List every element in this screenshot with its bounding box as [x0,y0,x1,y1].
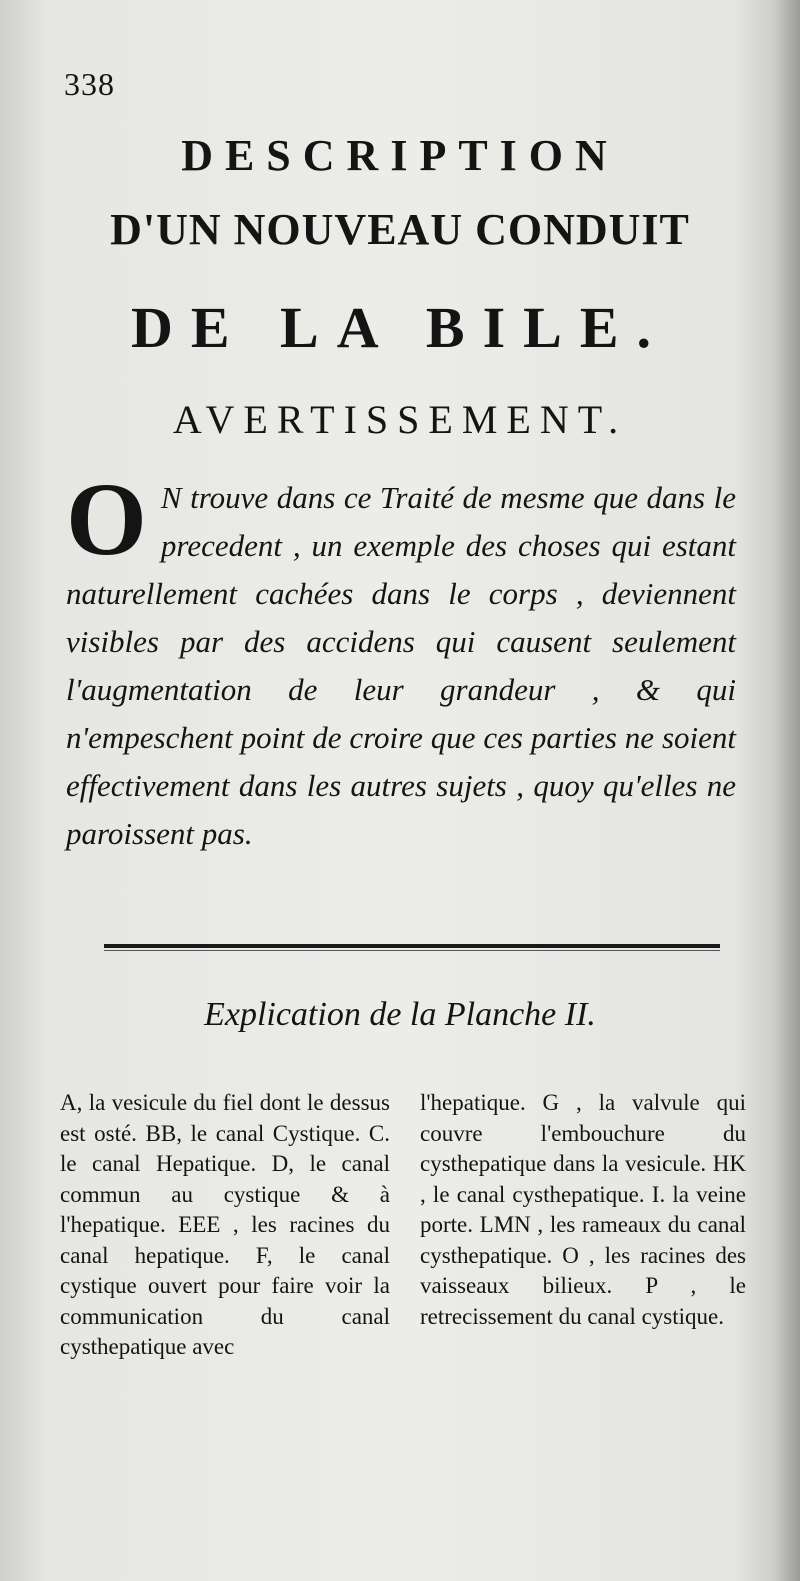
horizontal-rule [104,944,720,948]
section-heading: AVERTISSEMENT. [172,397,628,442]
title-line-3: DE LA BILE. [130,295,670,360]
horizontal-rule-thin [104,950,720,951]
title-line-1: DESCRIPTION [181,131,619,180]
legend-column-right: l'hepatique. G , la valvule qui couvre l'embouchure du cysthepatique dans la vesicule. HK , le canal cysthepatique. I. la veine porte. LMN , les rameaux du canal cysthepatique. O , les racines des vaisseaux bilieux. P , le retrecissement du canal cystique. [420,1090,746,1329]
explication-heading: Explication de la Planche II. [204,996,596,1033]
drop-cap: O [66,462,147,577]
intro-paragraph [66,462,736,858]
title-line-2: D'UN NOUVEAU CONDUIT [110,205,690,254]
legend-column-left: A, la vesicule du fiel dont le dessus est osté. BB, le canal Cystique. C. le canal Hepatique. D, le canal commun au cystique & à l'hepatique. EEE , les racines du canal hepatique. F, le canal cystique ouvert pour faire voir la communication du canal cysthepatique avec [60,1090,390,1359]
page-number: 338 [64,66,115,102]
intro-text: N trouve dans ce Traité de mesme que dans le precedent , un exemple des choses qui estant naturellement cachées dans le corps , deviennent visibles par des accidens qui causent seulement l'augmentation de leur grandeur , & qui n'empeschent point de croire que ces parties ne soient effectivement dans les autres sujets , quoy qu'elles ne paroissent pas. [66,480,736,851]
